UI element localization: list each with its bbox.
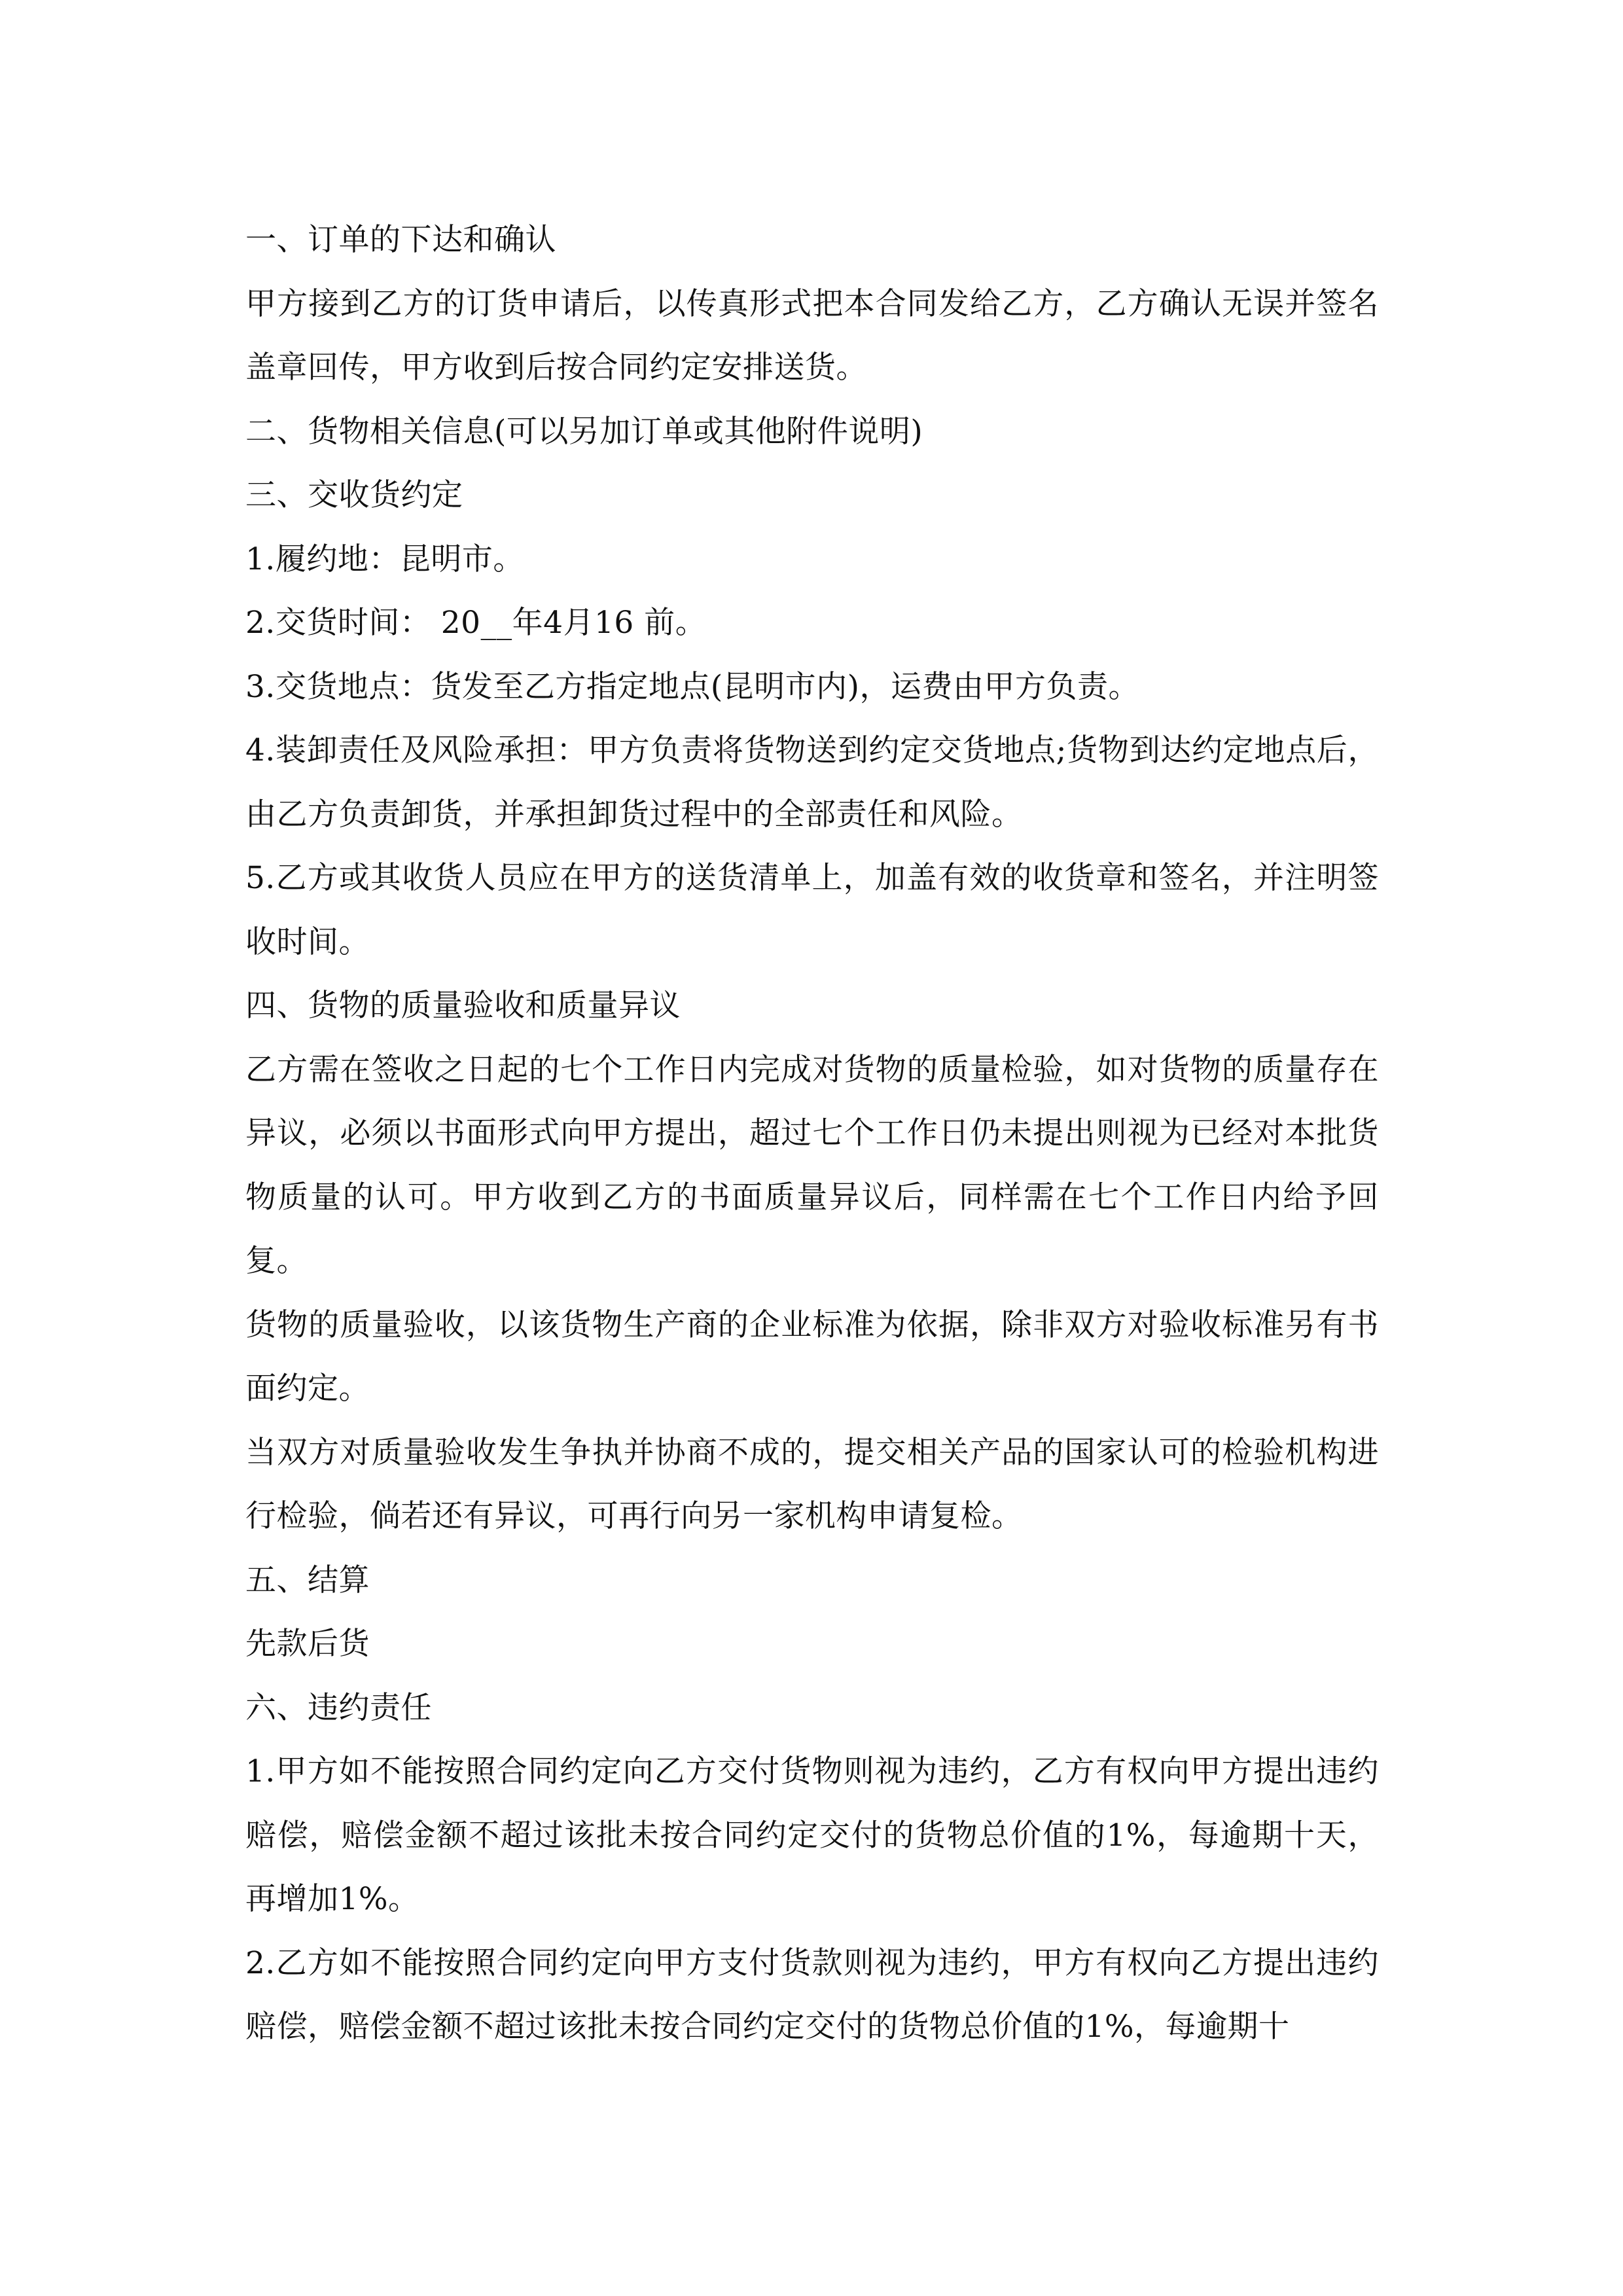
paragraph-settlement-terms: 先款后货 [245,1626,370,1662]
clause-party-a-breach: 1.甲方如不能按照合同约定向乙方交付货物则视为违约，乙方有权向甲方提出违约赔偿，赔偿金额不超过该批未按合同约定交付的货物总价值的1%，每逾期十天，再增加1%。 [245,1753,1379,1917]
paragraph-order-confirmation: 甲方接到乙方的订货申请后，以传真形式把本合同发给乙方，乙方确认无误并签名盖章回传，甲方收到后按合同约定安排送货。 [245,285,1379,386]
paragraph-quality-inspection: 乙方需在签收之日起的七个工作日内完成对货物的质量检验，如对货物的质量存在异议，必须以书面形式向甲方提出，超过七个工作日仍未提出则视为已经对本批货物质量的认可。甲方收到乙方的书面质量异议后，同样需在七个工作日内给予回复。 [245,1051,1379,1279]
paragraph-quality-dispute: 当双方对质量验收发生争执并协商不成的，提交相关产品的国家认可的检验机构进行检验，倘若还有异议，可再行向另一家机构申请复检。 [245,1434,1379,1534]
paragraph-quality-standard: 货物的质量验收，以该货物生产商的企业标准为依据，除非双方对验收标准另有书面约定。 [245,1306,1379,1407]
clause-delivery-location: 3.交货地点：货发至乙方指定地点(昆明市内)，运费由甲方负责。 [245,668,1140,705]
clause-place-of-performance: 1.履约地：昆明市。 [245,541,524,577]
clause-delivery-time: 2.交货时间： 20__年4月16 前。 [245,605,707,641]
section-heading-order: 一、订单的下达和确认 [245,222,556,258]
section-heading-liability: 六、违约责任 [245,1689,432,1726]
clause-receipt-signing: 5.乙方或其收货人员应在甲方的送货清单上，加盖有效的收货章和签名，并注明签收时间。 [245,860,1379,960]
document-body [245,208,1379,2059]
section-heading-delivery: 三、交收货约定 [245,477,463,513]
section-heading-settlement: 五、结算 [245,1562,370,1598]
clause-party-b-breach: 2.乙方如不能按照合同约定向甲方支付货款则视为违约，甲方有权向乙方提出违约赔偿，赔偿金额不超过该批未按合同约定交付的货物总价值的1%，每逾期十 [245,1945,1379,2045]
clause-loading-risk: 4.装卸责任及风险承担：甲方负责将货物送到约定交货地点;货物到达约定地点后，由乙方负责卸货，并承担卸货过程中的全部责任和风险。 [245,732,1379,833]
section-heading-goods-info: 二、货物相关信息(可以另加订单或其他附件说明) [245,413,923,450]
section-heading-quality: 四、货物的质量验收和质量异议 [245,988,681,1024]
